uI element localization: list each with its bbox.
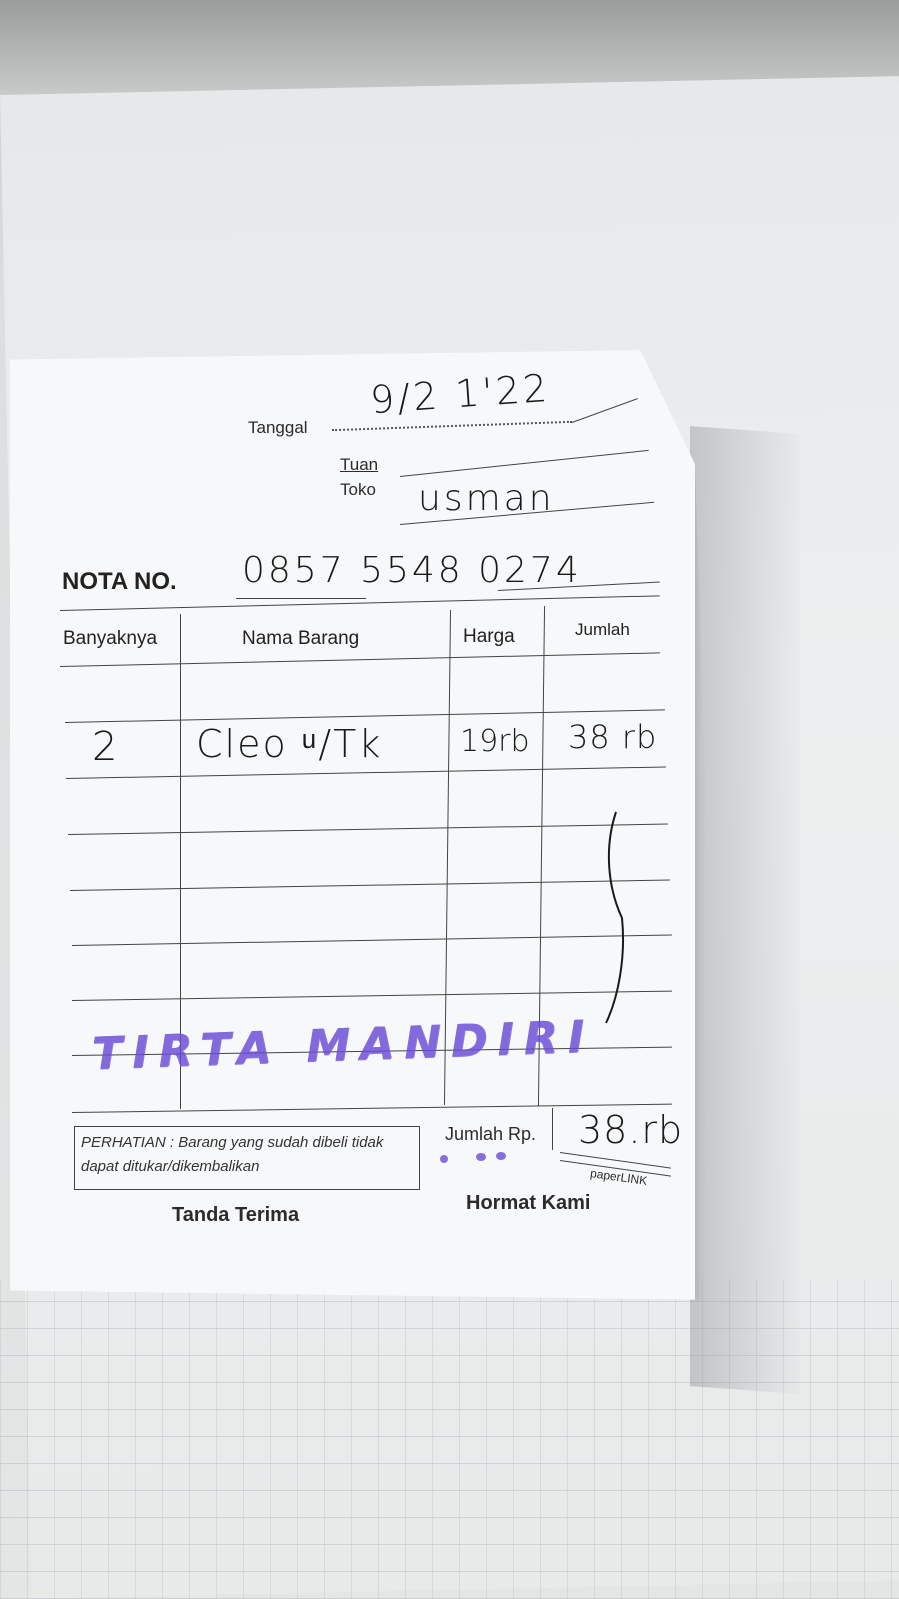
- bracket-mark: [596, 808, 636, 1028]
- jumlah-rp-label: Jumlah Rp.: [445, 1124, 537, 1144]
- toko-label: Toko: [340, 480, 376, 499]
- receipt-shadow: [690, 426, 800, 1394]
- toko-value: usman: [418, 478, 555, 519]
- stamp-dot: [496, 1152, 506, 1160]
- item-price: 19rb: [460, 724, 530, 759]
- stamp-dot: [476, 1153, 486, 1161]
- item-total: 38 rb: [568, 718, 658, 756]
- nota-value: 0857 5548 0274: [242, 550, 582, 591]
- tanggal-label: Tanggal: [248, 418, 308, 437]
- nota-label: NOTA NO.: [62, 568, 177, 595]
- item-qty: 2: [92, 724, 121, 770]
- jumlah-value: 38.rb: [578, 1108, 684, 1152]
- nota-line: [236, 598, 366, 599]
- hormat-kami-label: Hormat Kami: [466, 1192, 591, 1214]
- stamp-dot: [440, 1155, 448, 1163]
- jumlah-divider: [552, 1108, 553, 1150]
- col-header-banyaknya: Banyaknya: [63, 628, 158, 649]
- brand-label: paperLINK: [589, 1166, 649, 1188]
- tanda-terima-label: Tanda Terima: [172, 1204, 300, 1226]
- col-header-jumlah: Jumlah: [575, 620, 630, 639]
- store-stamp: TIRTA MANDIRI: [91, 1011, 595, 1080]
- col-header-nama-barang: Nama Barang: [242, 628, 360, 649]
- notice-box: PERHATIAN : Barang yang sudah dibeli tidak dapat ditukar/dikembalikan: [74, 1126, 420, 1190]
- col-header-harga: Harga: [463, 626, 515, 647]
- tuan-label: Tuan: [340, 455, 379, 474]
- tanggal-value: 9/2 1'22: [368, 365, 552, 423]
- item-name: Cleo ᵘ/Tk: [196, 722, 383, 766]
